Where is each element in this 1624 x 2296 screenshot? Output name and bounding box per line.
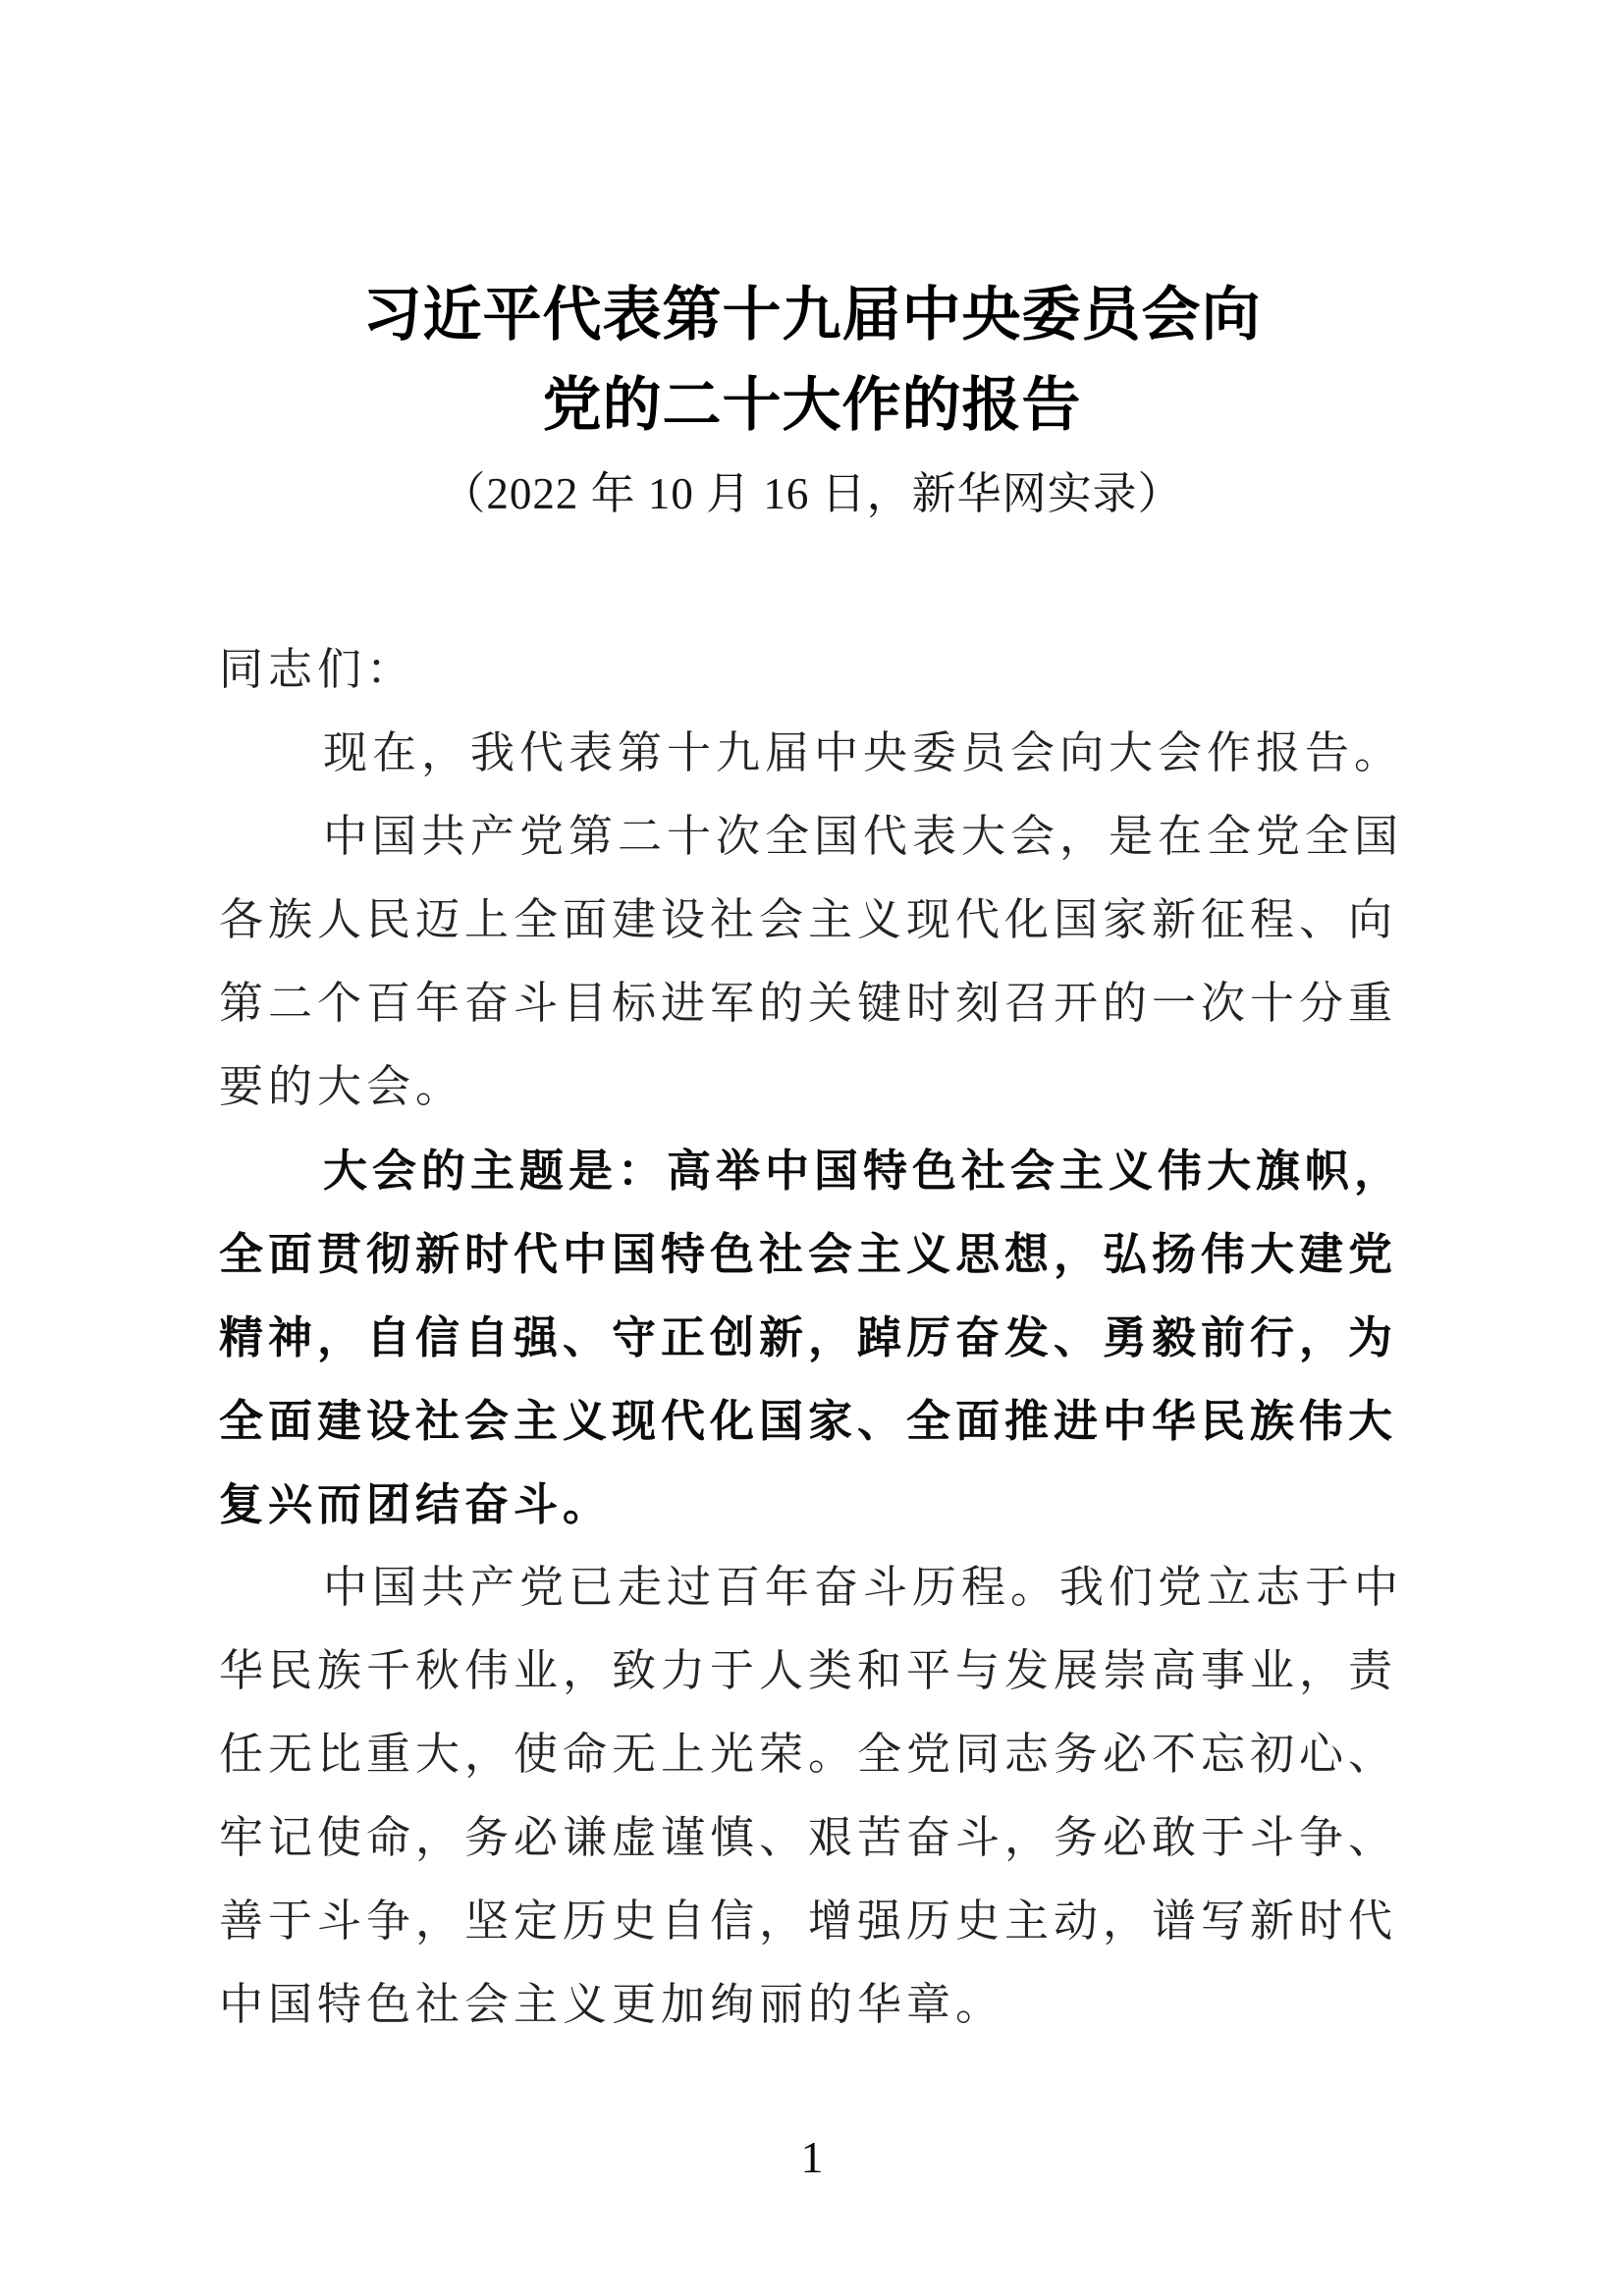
body-line: 现在，我代表第十九届中央委员会向大会作报告。 [323,728,1404,777]
document-title-line-2: 党的二十大作的报告 [542,373,1082,438]
body-line: 中国共产党已走过百年奋斗历程。我们党立志于中 [323,1563,1404,1612]
body-line: 善于斗争，坚定历史自信，增强历史主动，谱写新时代 [219,1896,1398,1946]
body-line: 全面建设社会主义现代化国家、全面推进中华民族伟大 [219,1396,1398,1446]
body-text [219,628,1436,2047]
body-line: 华民族千秋伟业，致力于人类和平与发展崇高事业，责 [219,1646,1398,1695]
body-line: 要的大会。 [219,1062,465,1111]
body-line: 第二个百年奋斗目标进军的关键时刻召开的一次十分重 [219,979,1398,1028]
page-number: 1 [800,2132,824,2182]
document-title-line-1: 习近平代表第十九届中央委员会向 [362,283,1262,347]
body-line: 大会的主题是：高举中国特色社会主义伟大旗帜， [323,1146,1404,1196]
body-line: 精神，自信自强、守正创新，踔厉奋发、勇毅前行，为 [219,1312,1398,1362]
document-title [0,270,1624,451]
body-line: 复兴而团结奋斗。 [219,1479,613,1529]
body-line: 全面贯彻新时代中国特色社会主义思想，弘扬伟大建党 [219,1229,1398,1279]
document-subtitle: （2022 年 10 月 16 日，新华网实录） [441,469,1183,518]
body-line: 同志们： [219,645,416,694]
body-line: 任无比重大，使命无上光荣。全党同志务必不忘初心、 [219,1730,1398,1779]
body-line: 中国特色社会主义更加绚丽的华章。 [219,1980,1005,2029]
body-line: 中国共产党第二十次全国代表大会，是在全党全国 [323,812,1404,861]
body-line: 牢记使命，务必谦虚谨慎、艰苦奋斗，务必敢于斗争、 [219,1813,1398,1862]
body-line: 各族人民迈上全面建设社会主义现代化国家新征程、向 [219,895,1398,944]
